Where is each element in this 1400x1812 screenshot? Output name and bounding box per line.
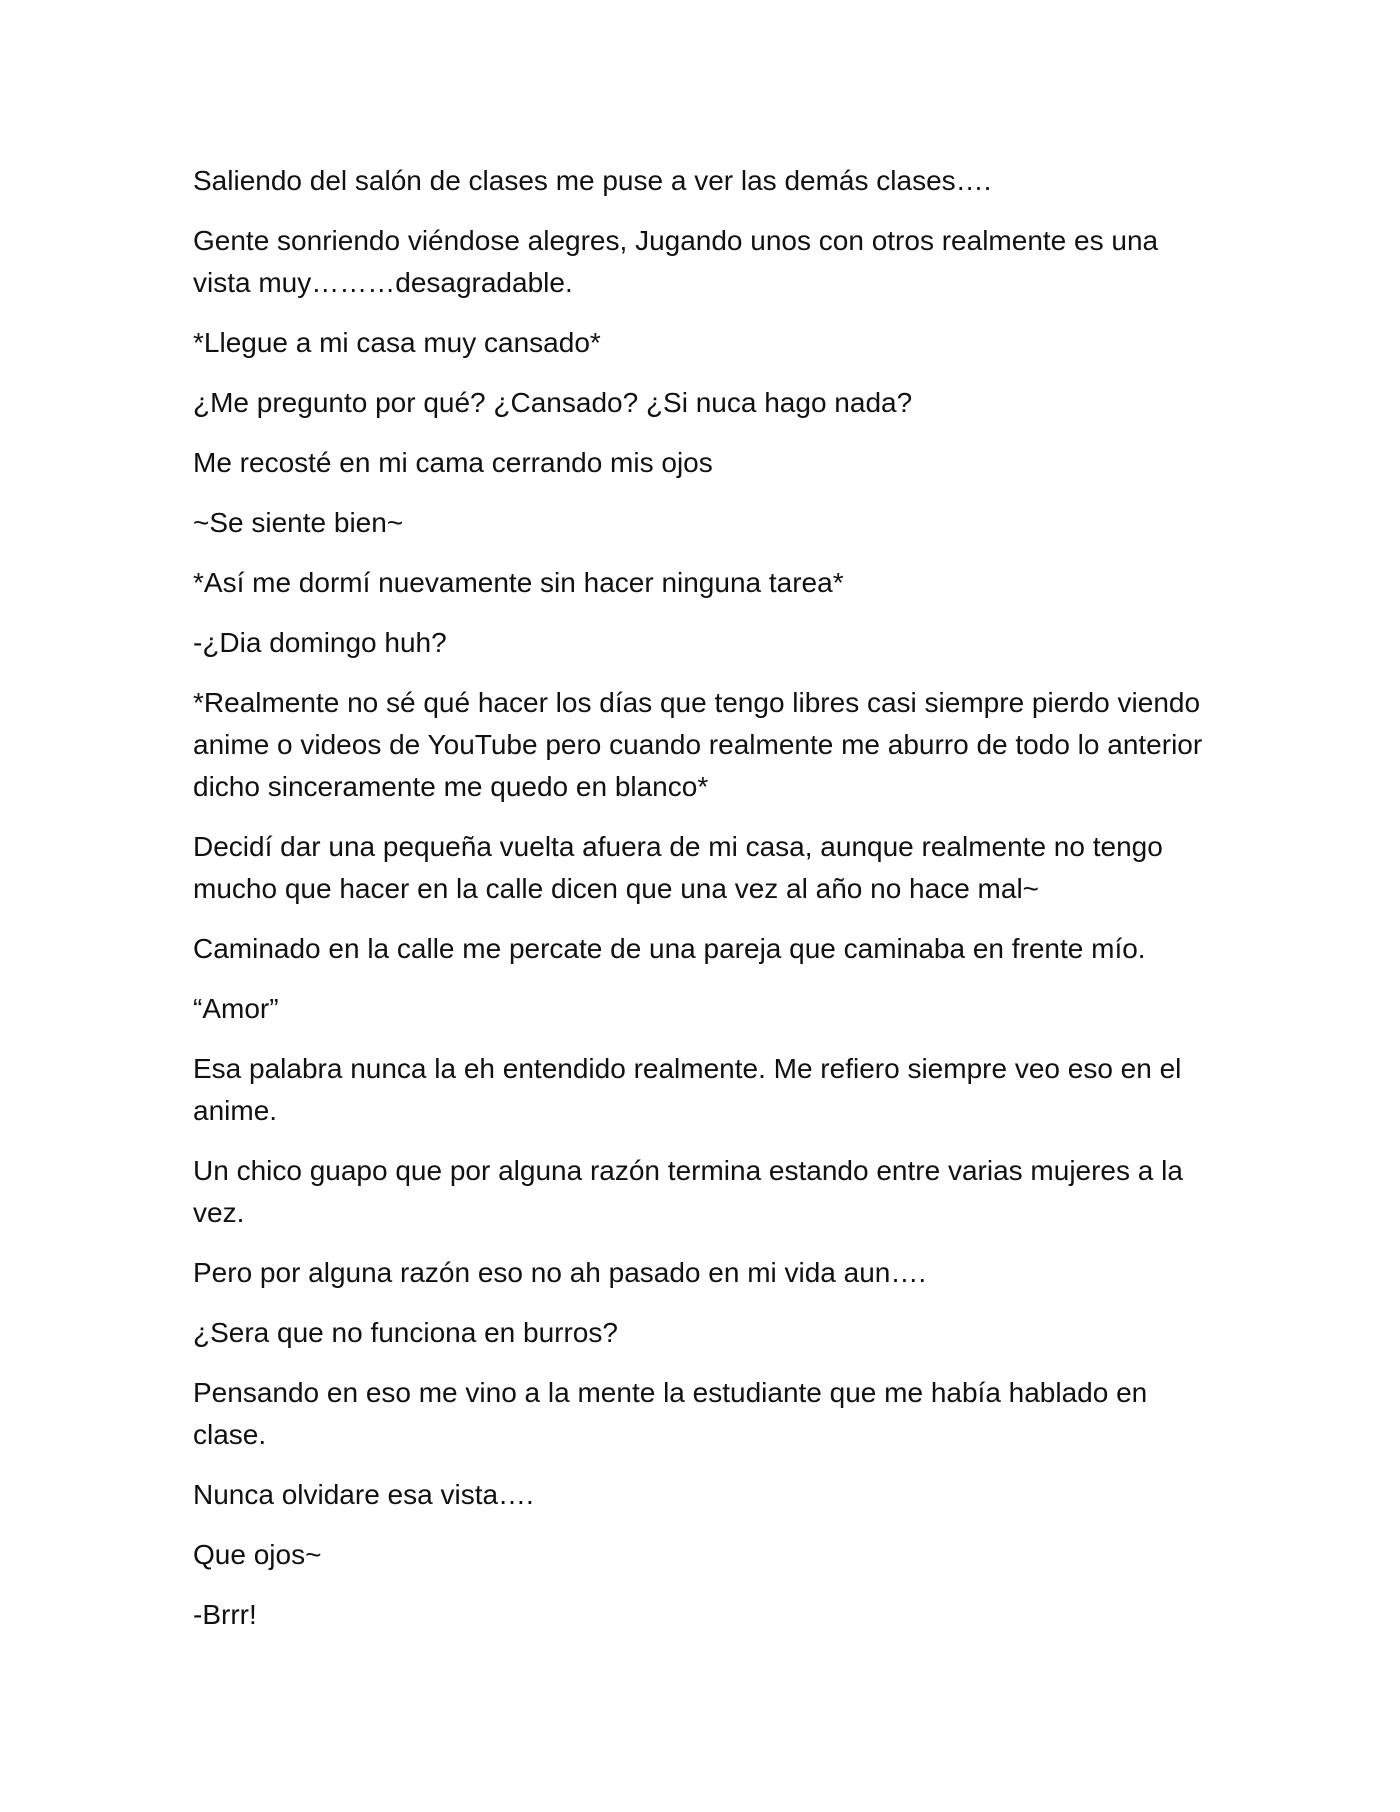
- paragraph: Saliendo del salón de clases me puse a ver las demás clases….: [193, 165, 992, 196]
- paragraph: Nunca olvidare esa vista….: [193, 1479, 534, 1510]
- paragraph: Pensando en eso me vino a la mente la estudiante que me había hablado en clase.: [193, 1377, 1148, 1450]
- paragraph: ~Se siente bien~: [193, 507, 404, 538]
- paragraph: Decidí dar una pequeña vuelta afuera de mi casa, aunque realmente no tengo mucho que hacer en la calle dicen que una vez al año no hace mal~: [193, 831, 1163, 904]
- paragraph: Caminado en la calle me percate de una pareja que caminaba en frente mío.: [193, 933, 1146, 964]
- paragraph: “Amor”: [193, 993, 279, 1024]
- paragraph: -¿Dia domingo huh?: [193, 627, 447, 658]
- paragraph: *Realmente no sé qué hacer los días que tengo libres casi siempre pierdo viendo anime o videos de YouTube pero cuando realmente me aburro de todo lo anterior dicho sinceramente me quedo en blanco*: [193, 687, 1203, 802]
- paragraph: ¿Sera que no funciona en burros?: [193, 1317, 618, 1348]
- paragraph: Pero por alguna razón eso no ah pasado en mi vida aun….: [193, 1257, 927, 1288]
- paragraph: -Brrr!: [193, 1599, 257, 1630]
- paragraph: ¿Me pregunto por qué? ¿Cansado? ¿Si nuca hago nada?: [193, 387, 913, 418]
- paragraph: *Así me dormí nuevamente sin hacer ninguna tarea*: [193, 567, 844, 598]
- paragraph: Gente sonriendo viéndose alegres, Jugando unos con otros realmente es una vista muy………desagradable.: [193, 225, 1159, 298]
- paragraph: Me recosté en mi cama cerrando mis ojos: [193, 447, 713, 478]
- paragraph: Un chico guapo que por alguna razón termina estando entre varias mujeres a la vez.: [193, 1155, 1183, 1228]
- paragraph: Esa palabra nunca la eh entendido realmente. Me refiero siempre veo eso en el anime.: [193, 1053, 1182, 1126]
- paragraph: Que ojos~: [193, 1539, 322, 1570]
- paragraph: *Llegue a mi casa muy cansado*: [193, 327, 601, 358]
- document-body: [193, 160, 1223, 1654]
